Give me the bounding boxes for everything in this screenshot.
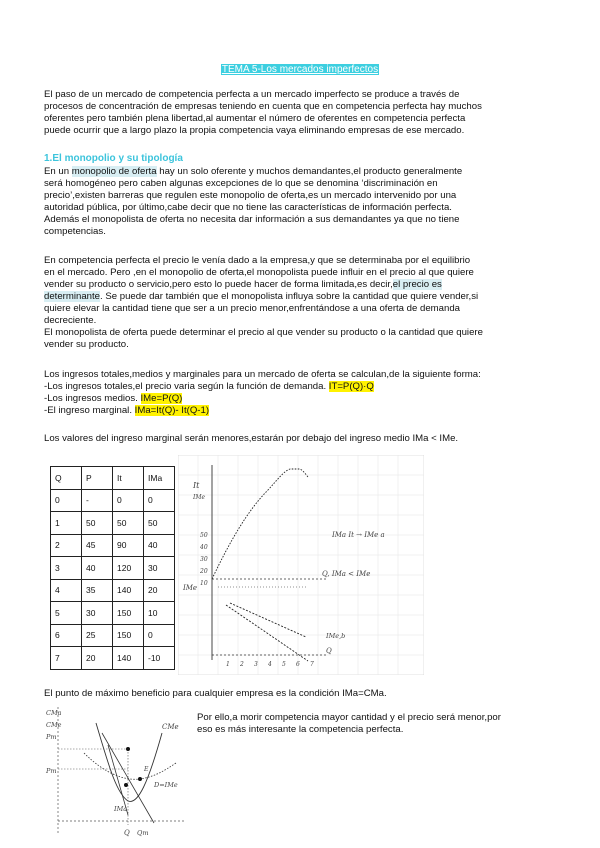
table-row [51,602,175,625]
text-line: Los valores del ingreso marginal serán menores,estarán por debajo del ingreso medio IMa < IMe. [44,433,459,444]
table-cell: 140 [113,647,144,670]
label-cme: CMe [46,721,62,729]
table-row [51,534,175,557]
monopoly-point [126,747,130,751]
table-cell: 25 [82,624,113,647]
text-line: autoridad pública, por último,cabe decir que no tiene las características de información perfecta. [44,202,452,213]
text-line: quiere elevar la cantidad tiene que ser a un precio menor,enfrentándose a una oferta de demanda [44,303,461,314]
label-it: It [193,481,200,490]
label-bottom-axis: Q [326,647,332,655]
text-line: El monopolista de oferta puede determinar el precio al que vender su producto o la cantidad que quiere [44,327,483,338]
label-qm: Qm [137,829,149,837]
table-cell: 3 [51,557,82,580]
table-cell: 0 [144,489,175,512]
label-cma: CMa [46,709,62,717]
x-tick: 6 [296,661,300,668]
table-row [51,489,175,512]
y-tick: 40 [200,544,208,551]
graph-frame [178,455,424,675]
text-line: decreciente. [44,315,97,326]
text-line: -Los ingresos totales,el precio varia según la función de demanda. IT=P(Q)·Q [44,381,374,392]
highlighted-term: monopolio de oferta [71,166,157,177]
table-cell: 120 [113,557,144,580]
label-right-cme: CMe [162,723,179,731]
formula-ima: IMa=It(Q)- It(Q-1) [134,405,210,416]
table-row [51,624,175,647]
table-cell: 150 [113,624,144,647]
table-cell: 30 [82,602,113,625]
table-row [51,579,175,602]
table-cell: 0 [144,624,175,647]
text-line: vender su producto o servicio,pero esto lo puede hacer de forma limitada,es decir,el precio es [44,279,442,290]
table-cell: 50 [113,512,144,535]
page-title: TEMA 5-Los mercados imperfectos [221,64,379,75]
cme-point [138,777,142,781]
table-cell: 1 [51,512,82,535]
text-line: En competencia perfecta el precio le venía dado a la empresa,y que se determinaba por el equilibrio [44,255,471,266]
label-ime: IMe [193,494,206,501]
table-cell: 10 [144,602,175,625]
profit-graph [44,703,194,843]
text-line: Por ello,a morir competencia mayor cantidad y el precio será menor,por [197,712,501,723]
table-cell: 90 [113,534,144,557]
table-cell: 20 [82,647,113,670]
y-tick: 10 [200,580,208,587]
table-row [51,557,175,580]
table-cell: 5 [51,602,82,625]
highlighted-term: el precio es [392,279,442,290]
text-line: competencias. [44,226,106,237]
label-q: Q [124,829,130,837]
table-cell: 20 [144,579,175,602]
table-cell: 2 [51,534,82,557]
cme-curve [84,753,176,779]
x-tick: 2 [240,661,244,668]
table-header: IMa [144,467,175,490]
table-cell: 40 [82,557,113,580]
text-line: procesos de concentración de empresas teniendo en cuenta que en competencia perfecta hay muchos [44,101,482,112]
text-line: eso es más interesante la competencia perfecta. [197,724,404,735]
y-tick: 50 [200,532,208,539]
text-line: en el mercado. Pero ,en el monopolio de oferta,el monopolista puede influir en el precio al que quiere [44,267,474,278]
text-line: -El ingreso marginal. IMa=It(Q)- It(Q-1) [44,405,210,416]
table-row [51,512,175,535]
table-cell: - [82,489,113,512]
x-tick: 4 [268,661,272,668]
label-pm: Pm [46,733,57,741]
text-line: vender su producto. [44,339,129,350]
table-cell: 4 [51,579,82,602]
intro-paragraph [44,89,556,137]
table-cell: 40 [144,534,175,557]
x-tick: 3 [254,661,258,668]
y-tick: 30 [200,556,208,563]
y-tick: 20 [200,568,208,575]
revenue-graph [178,455,424,675]
max-profit-line [44,688,556,700]
table-cell: 45 [82,534,113,557]
x-tick: 7 [310,661,314,668]
monopoly-paragraph [44,166,556,238]
label-pm2: Pm [46,767,57,775]
table-header: It [113,467,144,490]
table-row [51,647,175,670]
table-cell: 0 [113,489,144,512]
table-header: Q [51,467,82,490]
formula-it: IT=P(Q)·Q [328,381,374,392]
text-line: El paso de un mercado de competencia perfecta a un mercado imperfecto se produce a través de [44,89,460,100]
table-cell: 7 [51,647,82,670]
text-line: El punto de máximo beneficio para cualquier empresa es la condición IMa=CMa. [44,688,387,699]
table-cell: 50 [144,512,175,535]
text-line: Los ingresos totales,medios y marginales para un mercado de oferta se calculan,de la siguiente forma: [44,369,481,380]
price-paragraph [44,255,556,351]
formula-ime: IMe=P(Q) [140,393,183,404]
label-lower-curve: IMe,b [326,632,346,640]
highlighted-term: determinante [44,291,100,302]
table-header-row [51,467,175,490]
x-tick: 5 [282,661,286,668]
table-cell: 140 [113,579,144,602]
label-x-axis: Q, IMa < IMe [322,570,371,578]
table-cell: 0 [51,489,82,512]
text-line: precio’,existen barreras que regulen este monopolio de oferta,es un mercado intervenido por una [44,190,457,201]
section-heading: 1.El monopolio y su tipología [44,153,183,164]
text-line: determinante. Se puede dar también que el monopolista influya sobre la cantidad que quiere vender,si [44,291,479,302]
table-cell: -10 [144,647,175,670]
text-line: -Los ingresos medios. IMe=P(Q) [44,393,183,404]
cma-curve [96,723,162,801]
label-lower-left: IMe [183,584,198,592]
table-cell: 30 [144,557,175,580]
label-e: E [144,766,149,773]
label-demand: D=IMe [154,781,178,789]
text-line: Además el monopolista de oferta no necesita dar información a sus demandantes ya que no tiene [44,214,460,225]
text-line: oferentes pero también plena libertad,al aumentar el número de oferentes en competencia perfecta [44,113,466,124]
table-cell: 35 [82,579,113,602]
revenue-paragraph [44,369,556,417]
text-line: puede ocurrir que a largo plazo la propia competencia vaya eliminando empresas de ese mercado. [44,125,465,136]
table-cell: 6 [51,624,82,647]
label-right: IMa It → IMe a [332,531,385,539]
marginal-paragraph [44,433,556,445]
equilibrium-point [124,783,128,787]
table-cell: 150 [113,602,144,625]
text-line: En un monopolio de oferta hay un solo oferente y muchos demandantes,el producto generalmente [44,166,463,177]
text-line: será homogéneo pero caben algunas excepciones de lo que se denomina ‘discriminación en [44,178,438,189]
conclusion-paragraph [197,712,567,736]
revenue-table [50,466,175,670]
table-header: P [82,467,113,490]
x-tick: 1 [226,661,230,668]
table-cell: 50 [82,512,113,535]
label-ima: IMa [114,805,128,813]
